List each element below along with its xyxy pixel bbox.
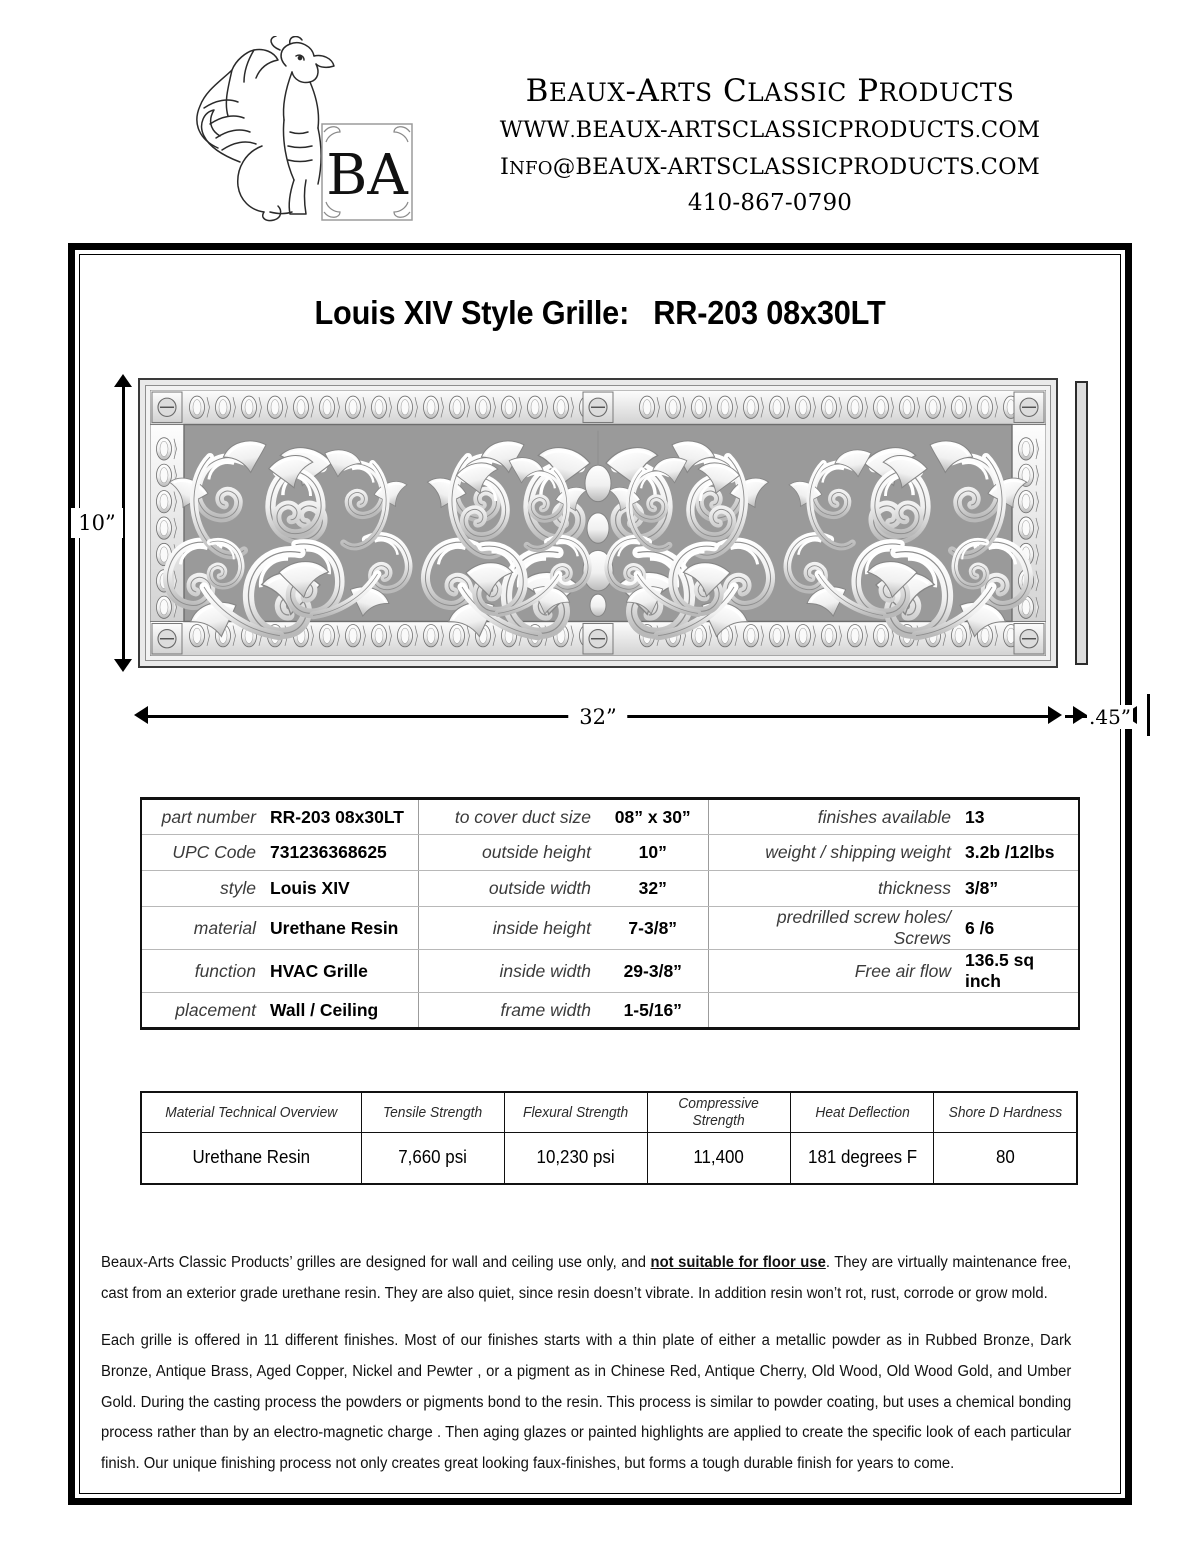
spec-label: finishes available [708,799,958,835]
paragraph-2: Each grille is offered in 11 different finishes. Most of our finishes starts with a thin plate of either a metallic powder as in Rubbed Bronze, Dark Bronze, Antique Brass, Aged Copper, Nickel and Pewter , or a pigment as in Chinese Red, Antique Cherry, Old Wood, Old Wood Gold, and Umber Gold. During the casting process the powders or pigments bond to the resin. This process is similar to powder coating, but uses a chemical bonding process rather than by an electro-magnetic charge . Then aging glazes or painted highlights are applied to create the specific look of each particular finish. Our unique finishing process not only creates great looking faux-finishes, but forms a tough durable finish for years to come. [101,1332,1072,1473]
spec-value: 29-3/8” [598,950,708,993]
specifications-table [140,797,1080,1030]
dimension-end-bar [1147,694,1150,736]
spec-value: 13 [958,799,1079,835]
spec-value: 7-3/8” [598,907,708,950]
floor-use-warning: not suitable for floor use [650,1254,826,1271]
table-header-row [141,1092,1077,1132]
mat-header: Tensile Strength [367,1092,499,1132]
table-row [141,993,1079,1029]
dimension-height-label: 10” [71,508,123,538]
spec-label: inside height [418,907,598,950]
page-header [0,0,1200,236]
material-technical-table [140,1091,1078,1185]
spec-value: 136.5 sq inch [958,950,1079,993]
company-name: BEAUX-ARTS CLASSIC PRODUCTS [525,73,1015,109]
email-text: INFO@BEAUX-ARTSCLASSICPRODUCTS.COM [500,153,1040,180]
spec-value: HVAC Grille [263,950,418,993]
spec-label: material [141,907,263,950]
mat-header: Material Technical Overview [150,1092,352,1132]
spec-value: Urethane Resin [263,907,418,950]
svg-text:BA: BA [326,143,408,208]
spec-value: Louis XIV [263,871,418,907]
phone-number: 410-867-0790 [687,189,853,216]
spec-value: RR-203 08x30LT [263,799,418,835]
spec-value: 1-5/16” [598,993,708,1029]
product-illustration [75,370,1132,729]
spec-label: Free air flow [708,950,958,993]
arrow-right-small-icon [1073,706,1087,724]
arrow-left-icon [134,706,148,724]
spec-value: 3/8” [958,871,1079,907]
spec-label-empty [708,993,958,1029]
table-row [141,835,1079,871]
spec-value-empty [958,993,1079,1029]
spec-value: 6 /6 [958,907,1079,950]
table-row [141,871,1079,907]
spec-label: style [141,871,263,907]
website-text: WWW.BEAUX-ARTSCLASSICPRODUCTS.COM [499,117,1041,144]
document-frame [68,243,1132,1505]
spec-value: 731236368625 [263,835,418,871]
mat-header: Flexural Strength [510,1092,642,1132]
grille-image [138,378,1058,668]
table-row [141,907,1079,950]
dimension-width-label: 32” [568,705,627,729]
spec-value: Wall / Ceiling [263,993,418,1029]
spec-label: UPC Code [141,835,263,871]
spec-label: predrilled screw holes/ Screws [708,907,958,950]
arrow-down-icon [114,659,132,672]
spec-label: function [141,950,263,993]
spec-value: 08” x 30” [598,799,708,835]
page-title [112,294,1089,332]
mat-value: 181 degrees F [795,1132,930,1184]
spec-label: outside height [418,835,598,871]
mat-value: 11,400 [652,1132,787,1184]
spec-label: placement [175,999,256,1020]
mat-header: Heat Deflection [796,1092,928,1132]
table-row [141,1132,1077,1184]
grille-thickness-profile [1075,381,1088,665]
paragraph-1-part-b: . They are virtually maintenance free, cast from an exterior grade urethane resin. They are also quiet, since resin doesn’t vibrate. In addition resin won’t rot, rust, corrode or grow mold. [101,1254,1072,1302]
mat-value: 7,660 psi [365,1132,500,1184]
spec-label: thickness [708,871,958,907]
table-row [141,950,1079,993]
spec-label: inside width [418,950,598,993]
page-title-part: RR-203 08x30LT [653,294,886,331]
spec-value: 32” [598,871,708,907]
griffin-logo-icon [170,36,420,226]
page-title-style: Louis XIV Style Grille: [314,294,630,331]
mat-header: Compressive Strength [653,1092,785,1132]
table-row [141,799,1079,835]
spec-value: 10” [598,835,708,871]
spec-label: outside width [418,871,598,907]
paragraph-1 [101,1248,1071,1309]
paragraph-1-part-a: Beaux-Arts Classic Products’ grilles are designed for wall and ceiling use only, and [101,1254,651,1271]
spec-value: 3.2b /12lbs [958,835,1079,871]
mat-value: Urethane Resin [148,1132,355,1184]
spec-label: part number [141,799,263,835]
mat-value: 80 [938,1132,1073,1184]
arrow-up-icon [114,374,132,387]
dimension-width [138,700,1058,734]
spec-label: weight / shipping weight [708,835,958,871]
arrow-right-icon [1048,706,1062,724]
description-text [101,1248,1071,1480]
mat-header: Shore D Hardness [939,1092,1071,1132]
dimension-thickness-label: .45” [1089,705,1132,729]
spec-label: frame width [500,999,591,1020]
spec-label: to cover duct size [418,799,598,835]
mat-value: 10,230 psi [508,1132,643,1184]
dimension-thickness [1061,700,1171,734]
